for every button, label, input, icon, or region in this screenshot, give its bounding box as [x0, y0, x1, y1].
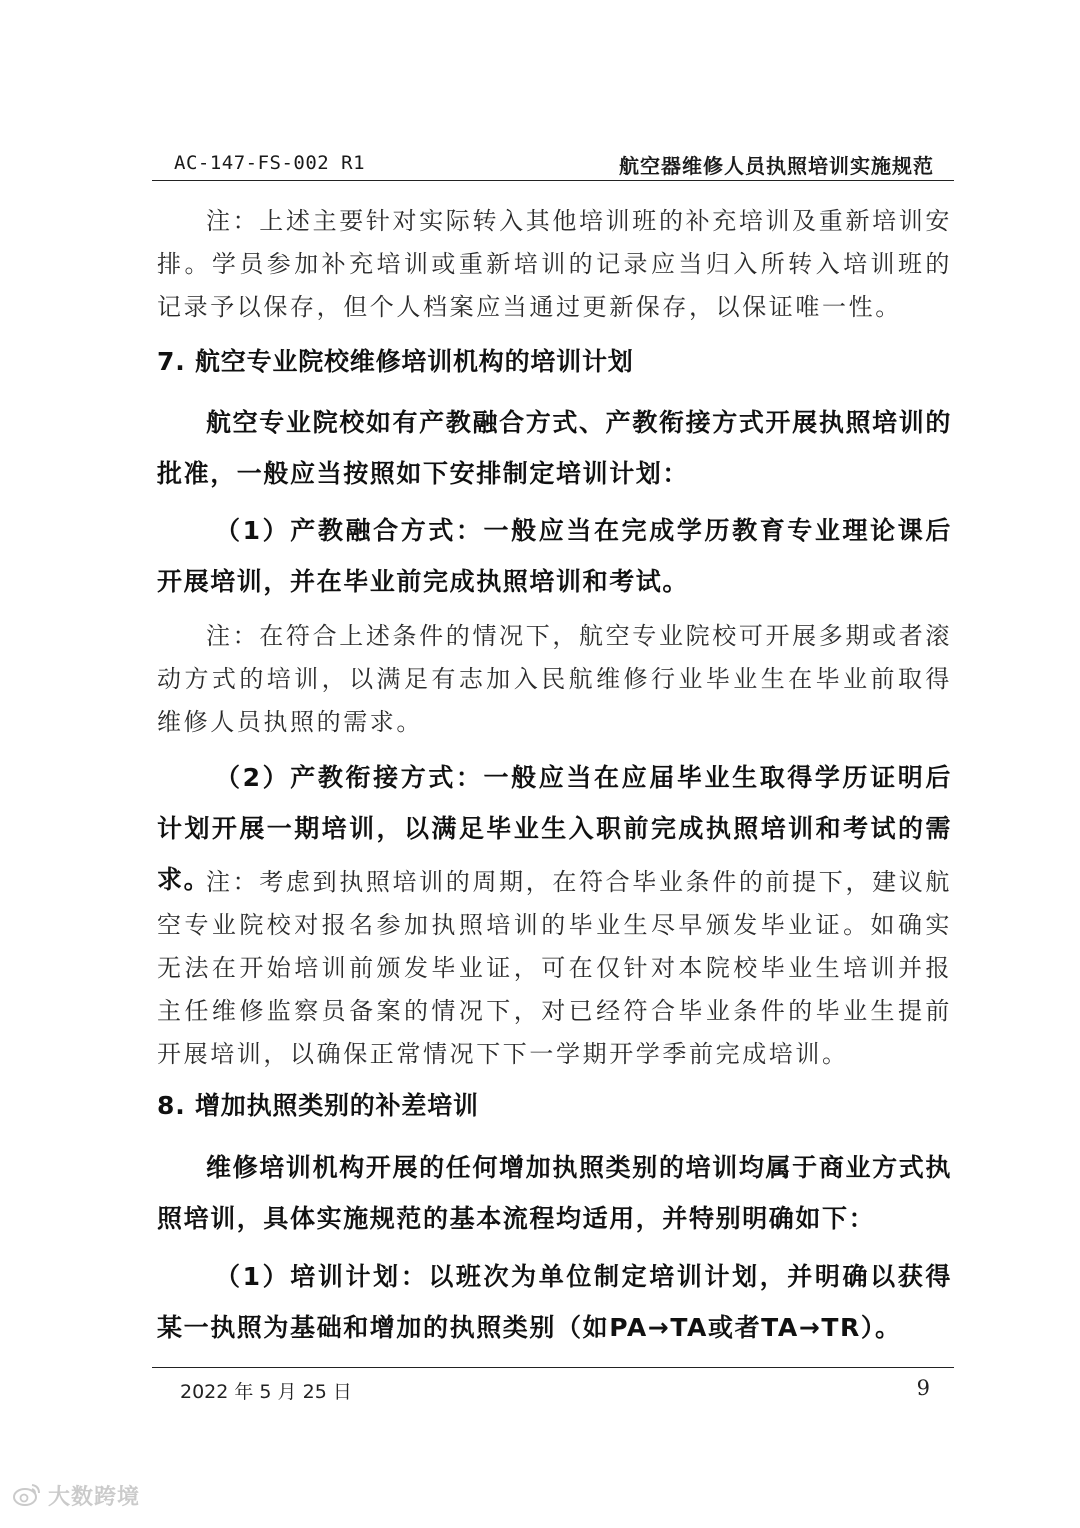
section-8-heading: 8. 增加执照类别的补差培训	[157, 1091, 479, 1120]
page-header	[152, 150, 954, 180]
footer-divider	[152, 1367, 954, 1368]
footer-date: 2022 年 5 月 25 日	[180, 1381, 352, 1403]
section-7-intro: 航空专业院校如有产教融合方式、产教衔接方式开展执照培训的批准，一般应当按照如下安排制定培训计划：	[157, 408, 952, 488]
section-7-item-1: （1）产教融合方式：一般应当在完成学历教育专业理论课后开展培训，并在毕业前完成执照培训和考试。	[157, 516, 952, 596]
page-number: 9	[916, 1376, 930, 1400]
note-paragraph: 注：上述主要针对实际转入其他培训班的补充培训及重新培训安排。学员参加补充培训或重新培训的记录应当归入所转入培训班的记录予以保存，但个人档案应当通过更新保存，以保证唯一性。	[157, 207, 952, 321]
document-title: 航空器维修人员执照培训实施规范	[619, 154, 934, 178]
header-divider	[152, 180, 954, 181]
section-7-item-1-note: 注：在符合上述条件的情况下，航空专业院校可开展多期或者滚动方式的培训，以满足有志加入民航维修行业毕业生在毕业前取得维修人员执照的需求。	[157, 622, 952, 736]
weibo-logo-icon	[12, 1481, 42, 1511]
section-7-heading: 7. 航空专业院校维修培训机构的培训计划	[157, 347, 634, 376]
section-8-item-1: （1）培训计划：以班次为单位制定培训计划，并明确以获得某一执照为基础和增加的执照类别（如PA→TA或者TA→TR）。	[157, 1262, 952, 1342]
document-code: AC-147-FS-002 R1	[174, 152, 366, 174]
watermark	[12, 1480, 140, 1511]
watermark-text: 大数跨境	[48, 1485, 141, 1510]
section-8-intro: 维修培训机构开展的任何增加执照类别的培训均属于商业方式执照培训，具体实施规范的基本流程均适用，并特别明确如下：	[157, 1153, 952, 1233]
section-7-item-2-note: 注：考虑到执照培训的周期，在符合毕业条件的前提下，建议航空专业院校对报名参加执照培训的毕业生尽早颁发毕业证。如确实无法在开始培训前颁发毕业证，可在仅针对本院校毕业生培训并报主任维修监察员备案的情况下，对已经符合毕业条件的毕业生提前开展培训，以确保正常情况下下一学期开学季前完成培训。	[157, 868, 952, 1068]
section-7-item-2: （2）产教衔接方式：一般应当在应届毕业生取得学历证明后计划开展一期培训，以满足毕业生入职前完成执照培训和考试的需求。	[157, 763, 952, 894]
